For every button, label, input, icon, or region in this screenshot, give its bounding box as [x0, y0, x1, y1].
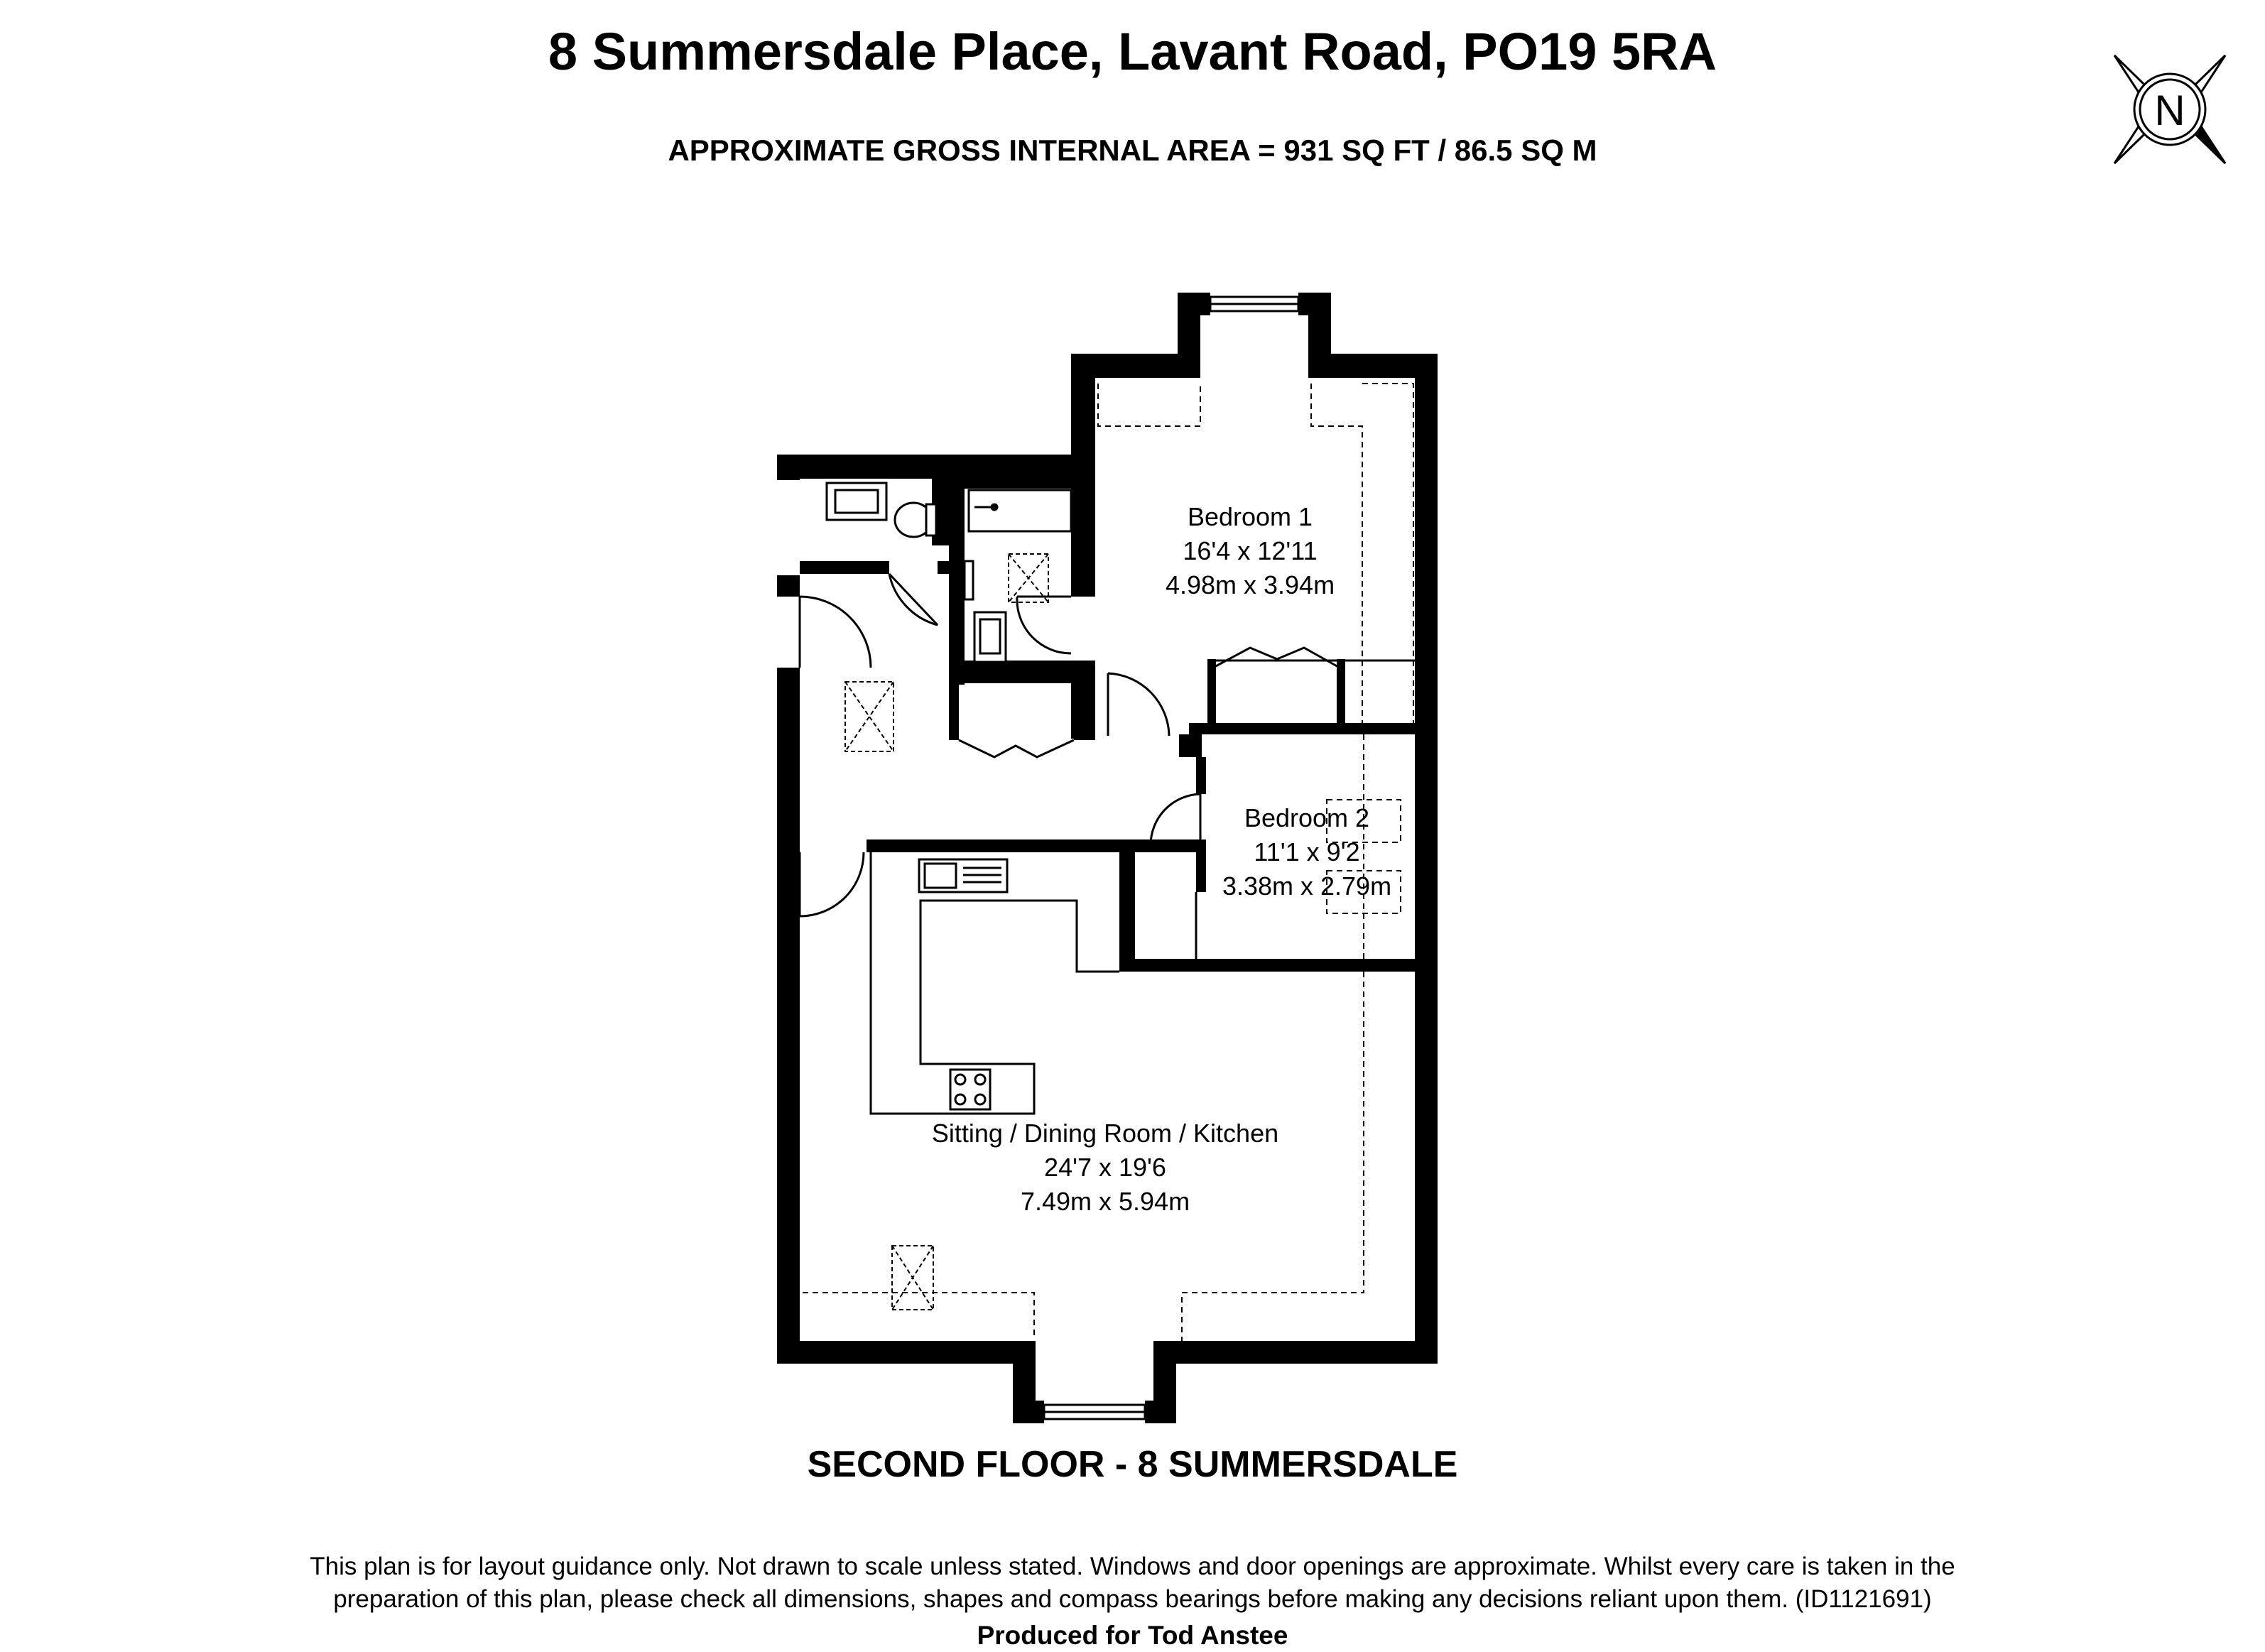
wardrobe-frames: [1207, 659, 1345, 723]
bedroom-1-label: [1166, 502, 1335, 599]
gross-internal-area: APPROXIMATE GROSS INTERNAL AREA = 931 SQ FT / 86.5 SQ M: [668, 134, 1597, 167]
living-room-label: [932, 1119, 1278, 1216]
bedroom-2-imperial: 11'1 x 9'2: [1254, 837, 1360, 866]
bedroom-1-metric: 4.98m x 3.94m: [1165, 570, 1335, 599]
property-address-title: 8 Summersdale Place, Lavant Road, PO19 5RA: [548, 22, 1717, 81]
disclaimer-line-1: This plan is for layout guidance only. Not drawn to scale unless stated. Windows and door openings are approximate. Whilst every care is taken in the: [310, 1553, 1955, 1580]
floor-label: SECOND FLOOR - 8 SUMMERSDALE: [807, 1444, 1458, 1485]
living-room-imperial: 24'7 x 19'6: [1044, 1153, 1166, 1182]
bedroom-2-metric: 3.38m x 2.79m: [1222, 871, 1392, 901]
disclaimer-line-2: preparation of this plan, please check all dimensions, shapes and compass bearings before making any decisions reliant upon them. (ID1121691): [333, 1585, 1932, 1613]
ensuite-fixtures: [965, 490, 1071, 662]
kitchen-units: [871, 852, 1119, 1114]
compass-letter: N: [2154, 87, 2185, 134]
produced-for: Produced for Tod Anstee: [977, 1621, 1288, 1650]
bedroom-1-imperial: 16'4 x 12'11: [1183, 536, 1318, 565]
living-room-name: Sitting / Dining Room / Kitchen: [931, 1119, 1279, 1148]
wc-fixtures: [827, 483, 936, 537]
compass-north-icon: [2114, 55, 2225, 163]
bedroom-1-name: Bedroom 1: [1187, 502, 1313, 531]
shower-icon: [969, 490, 1071, 531]
bedroom-2-label: [1222, 803, 1391, 901]
window-bottom: [1044, 1405, 1145, 1419]
bedroom-2-name: Bedroom 2: [1244, 803, 1370, 832]
living-room-metric: 7.49m x 5.94m: [1020, 1187, 1190, 1216]
window-top: [1210, 297, 1298, 311]
